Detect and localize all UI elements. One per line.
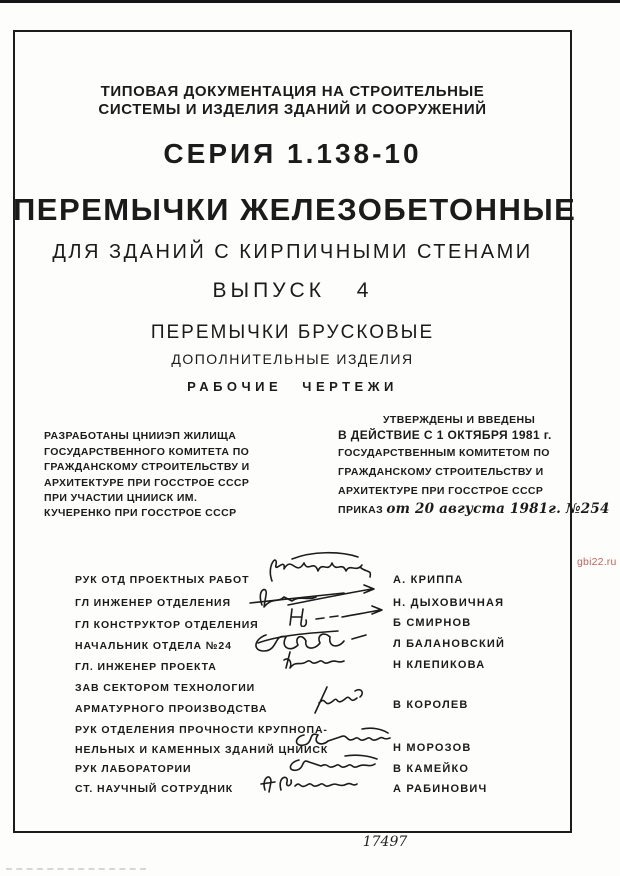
order-prefix: ПРИКАЗ xyxy=(338,504,384,516)
sig-name: Л БАЛАНОВСКИЙ xyxy=(393,638,506,650)
signature-morozov xyxy=(292,723,397,749)
developed-by-line: ГОСУДАРСТВЕННОГО КОМИТЕТА ПО xyxy=(44,446,250,458)
sig-name: Н МОРОЗОВ xyxy=(393,742,472,754)
approved-line4: ГРАЖДАНСКОМУ СТРОИТЕЛЬСТВУ И xyxy=(338,466,544,478)
developed-by-line: ПРИ УЧАСТИИ ЦНИИСК ИМ. xyxy=(44,492,198,504)
series-number: СЕРИЯ 1.138-10 xyxy=(163,138,422,169)
sig-name: В КАМЕЙКО xyxy=(393,763,470,775)
sig-name: В КОРОЛЕВ xyxy=(393,699,469,711)
doc-category-line2: СИСТЕМЫ И ИЗДЕЛИЯ ЗДАНИЙ И СООРУЖЕНИЙ xyxy=(98,101,487,118)
sig-name: Н КЛЕПИКОВА xyxy=(393,659,486,671)
signature-korolev xyxy=(305,685,367,715)
approved-line1: УТВЕРЖДЕНЫ И ВВЕДЕНЫ xyxy=(383,414,536,426)
sig-role: ЗАВ СЕКТОРОМ ТЕХНОЛОГИИ xyxy=(75,682,256,694)
signature-klepikova xyxy=(278,650,350,670)
order-line xyxy=(338,501,610,517)
print-number: 17497 xyxy=(362,834,408,850)
site-watermark: gbi22.ru xyxy=(577,556,617,568)
scan-edge-line xyxy=(0,0,620,3)
signature-rabinovich xyxy=(255,770,360,794)
sig-role: ГЛ ИНЖЕНЕР ОТДЕЛЕНИЯ xyxy=(75,597,231,609)
sig-role: ГЛ. ИНЖЕНЕР ПРОЕКТА xyxy=(75,661,217,673)
sig-role: АРМАТУРНОГО ПРОИЗВОДСТВА xyxy=(75,703,268,715)
page-subtitle: ДЛЯ ЗДАНИЙ С КИРПИЧНЫМИ СТЕНАМИ xyxy=(52,241,533,263)
issue-number: ВЫПУСК 4 xyxy=(212,279,373,302)
doc-category-line1: ТИПОВАЯ ДОКУМЕНТАЦИЯ НА СТРОИТЕЛЬНЫЕ xyxy=(100,83,485,100)
sig-name: Н. ДЫХОВИЧНАЯ xyxy=(393,597,505,609)
sig-role: РУК ЛАБОРАТОРИИ xyxy=(75,763,192,775)
sig-name: Б СМИРНОВ xyxy=(393,617,472,629)
signature-krippa xyxy=(262,551,377,587)
sig-name: А. КРИППА xyxy=(393,574,464,586)
developed-by-line: ГРАЖДАНСКОМУ СТРОИТЕЛЬСТВУ И xyxy=(44,461,250,473)
developed-by-line: КУЧЕРЕНКО ПРИ ГОССТРОЕ СССР xyxy=(44,507,237,519)
order-detail-handwritten: от 20 августа 1981г. №254 xyxy=(386,501,610,517)
approved-line2: В ДЕЙСТВИЕ С 1 ОКТЯБРЯ 1981 г. xyxy=(338,428,552,442)
sig-role: СТ. НАУЧНЫЙ СОТРУДНИК xyxy=(75,783,234,795)
developed-by-line: АРХИТЕКТУРЕ ПРИ ГОССТРОЕ СССР xyxy=(44,477,250,489)
approved-line5: АРХИТЕКТУРЕ ПРИ ГОССТРОЕ СССР xyxy=(338,485,544,497)
sig-role: НАЧАЛЬНИК ОТДЕЛА №24 xyxy=(75,640,232,652)
sig-role: НЕЛЬНЫХ И КАМЕННЫХ ЗДАНИЙ ЦНИИСК xyxy=(75,744,329,756)
section-title: ПЕРЕМЫЧКИ БРУСКОВЫЕ xyxy=(150,322,435,343)
page-title: ПЕРЕМЫЧКИ ЖЕЛЕЗОБЕТОННЫЕ xyxy=(13,192,577,227)
approved-line3: ГОСУДАРСТВЕННЫМ КОМИТЕТОМ ПО xyxy=(338,447,550,459)
section-subtitle: ДОПОЛНИТЕЛЬНЫЕ ИЗДЕЛИЯ xyxy=(171,351,414,367)
developed-by-line: РАЗРАБОТАНЫ ЦНИИЭП ЖИЛИЩА xyxy=(44,430,237,442)
sig-name: А РАБИНОВИЧ xyxy=(393,783,488,795)
sig-role: ГЛ КОНСТРУКТОР ОТДЕЛЕНИЯ xyxy=(75,619,259,631)
sig-role: РУК ОТД ПРОЕКТНЫХ РАБОТ xyxy=(75,574,250,586)
sig-role: РУК ОТДЕЛЕНИЯ ПРОЧНОСТИ КРУПНОПА- xyxy=(75,724,328,736)
scan-artifact xyxy=(6,868,146,870)
doc-type: РАБОЧИЕ ЧЕРТЕЖИ xyxy=(187,379,398,394)
